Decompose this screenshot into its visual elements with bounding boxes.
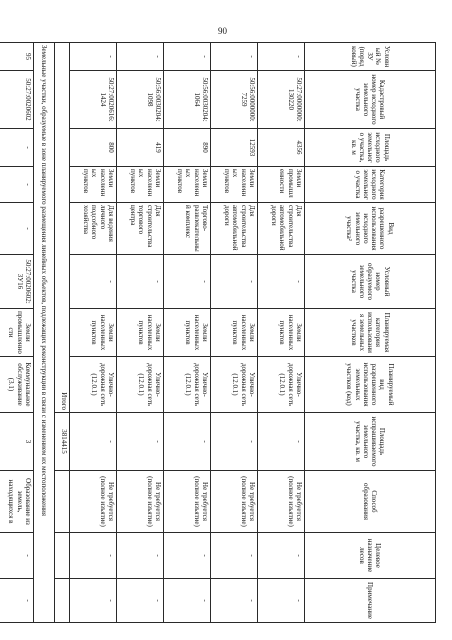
table-row <box>258 43 305 623</box>
table-cell: - <box>258 255 305 309</box>
table-cell: - <box>258 413 305 471</box>
table-cell: 50:27:0020616: 1424 <box>70 71 117 129</box>
table-cell: 419 <box>117 129 164 167</box>
table-cell: Земли населенных пунктов <box>70 309 117 357</box>
land-plots-table-sheet <box>7 42 436 622</box>
table-cell: Земли населенных пунктов <box>211 309 258 357</box>
table-cell: - <box>117 255 164 309</box>
table-cell: 50:56:0030204: 1098 <box>117 71 164 129</box>
table-cell: Улично-дорожная сеть (12.0.1) <box>164 357 211 413</box>
table-cell: - <box>164 43 211 71</box>
total-value: 3814415 <box>55 413 70 471</box>
table-cell: 50:56:0030204: 1064 <box>164 71 211 129</box>
table-cell: Земли населенных пунктов <box>258 309 305 357</box>
header-cell: Примечание <box>305 579 436 623</box>
table-cell: - <box>117 579 164 623</box>
header-cell: Кадастровый номер исходного земельного участка <box>305 71 436 129</box>
table-cell: - <box>258 579 305 623</box>
land-plots-table <box>0 42 436 623</box>
table-cell: 95 <box>0 43 34 71</box>
header-cell: Площадь испрашиваемого земельного участка, кв. м <box>305 413 436 471</box>
table-cell: - <box>0 203 34 255</box>
table-cell: Для строительства автомобильной дороги <box>258 203 305 255</box>
table-cell: 50:27:0020602: 3У16 <box>0 255 34 309</box>
table-cell: Земли населенных пунктов <box>164 167 211 203</box>
table-header-row <box>305 43 436 623</box>
table-cell: Не требуется (полное изъятие) <box>211 471 258 533</box>
table-row <box>211 43 258 623</box>
table-cell: - <box>164 413 211 471</box>
header-cell: Условный номер образуемого земельного участка <box>305 255 436 309</box>
table-cell: - <box>117 413 164 471</box>
table-cell: Улично-дорожная сеть (12.0.1) <box>117 357 164 413</box>
table-cell: 3 <box>0 413 34 471</box>
table-cell <box>55 579 70 623</box>
page-number: 90 <box>218 26 227 36</box>
table-row <box>0 43 34 623</box>
table-cell: - <box>211 579 258 623</box>
table-cell: Для ведения личного подсобного хозяйства <box>70 203 117 255</box>
header-cell: Категория исходного земельного участка <box>305 167 436 203</box>
table-cell: Земли промышленности <box>258 167 305 203</box>
table-cell <box>55 533 70 579</box>
table-cell: - <box>258 43 305 71</box>
table-cell: Земли населенных пунктов <box>70 167 117 203</box>
table-cell: Земли промышленности <box>0 309 34 357</box>
table-row <box>164 43 211 623</box>
table-cell: Земли населенных пунктов <box>164 309 211 357</box>
section-heading-row <box>34 43 55 623</box>
table-cell: Для строительства торгового центра <box>117 203 164 255</box>
table-cell: 50:27:0000000: 130220 <box>258 71 305 129</box>
header-cell: Планируемая категория использования земельных участков <box>305 309 436 357</box>
table-cell: Улично-дорожная сеть (12.0.1) <box>211 357 258 413</box>
table-row <box>117 43 164 623</box>
table-cell: - <box>117 43 164 71</box>
table-cell: - <box>0 167 34 203</box>
table-cell: - <box>0 579 34 623</box>
table-cell: - <box>70 43 117 71</box>
table-cell: Торгово-развлекательный комплекс <box>164 203 211 255</box>
table-cell: Не требуется (полное изъятие) <box>258 471 305 533</box>
table-cell: 4356 <box>258 129 305 167</box>
table-cell: - <box>164 255 211 309</box>
table-cell: - <box>211 255 258 309</box>
table-cell: - <box>70 413 117 471</box>
table-cell: - <box>164 579 211 623</box>
table-cell: - <box>211 43 258 71</box>
table-cell: - <box>164 533 211 579</box>
table-cell: - <box>70 533 117 579</box>
table-cell: Земли населенных пунктов <box>211 167 258 203</box>
table-cell: Земли населенных пунктов <box>117 309 164 357</box>
table-cell: - <box>117 533 164 579</box>
table-cell: 800 <box>70 129 117 167</box>
header-cell: Условный № ЗУ (порядковый) <box>305 43 436 71</box>
table-cell: 50:56:0000000: 7259 <box>211 71 258 129</box>
total-label: Итого <box>55 43 70 413</box>
table-cell: 12593 <box>211 129 258 167</box>
header-cell: Способ образования <box>305 471 436 533</box>
table-cell: - <box>70 579 117 623</box>
table-cell: - <box>0 533 34 579</box>
table-cell: Образование из земель, находящихся в <box>0 471 34 533</box>
table-cell: Улично-дорожная сеть (12.0.1) <box>258 357 305 413</box>
table-cell: - <box>211 413 258 471</box>
table-cell: - <box>0 129 34 167</box>
header-cell: Целевое назначение лесов <box>305 533 436 579</box>
table-cell <box>55 471 70 533</box>
table-cell: Коммунальное обслуживание (3.1) <box>0 357 34 413</box>
header-cell: Планируемый вид разрешенного использования земельных участков (код) <box>305 357 436 413</box>
table-cell: Для строительства автомобильной дороги <box>211 203 258 255</box>
table-cell: - <box>70 255 117 309</box>
table-cell: - <box>211 533 258 579</box>
table-cell: Не требуется (полное изъятие) <box>117 471 164 533</box>
table-cell: 50:27:0020602 <box>0 71 34 129</box>
table-cell: Улично-дорожная сеть (12.0.1) <box>70 357 117 413</box>
table-row <box>70 43 117 623</box>
table-cell: 890 <box>164 129 211 167</box>
header-cell: Площадь исходного земельного участка, кв. м <box>305 129 436 167</box>
section-heading: Земельные участки, образуемые в зоне планируемого размещения линейных объектов, подлежащих реконструкции в связи с изменением их местоположения <box>34 43 55 623</box>
table-cell: Земли населенных пунктов <box>117 167 164 203</box>
table-cell: Не требуется (полное изъятие) <box>70 471 117 533</box>
table-cell: - <box>258 533 305 579</box>
header-cell: Вид разрешенного использования исходного земельного участка² <box>305 203 436 255</box>
table-cell: Не требуется (полное изъятие) <box>164 471 211 533</box>
total-row <box>55 43 70 623</box>
